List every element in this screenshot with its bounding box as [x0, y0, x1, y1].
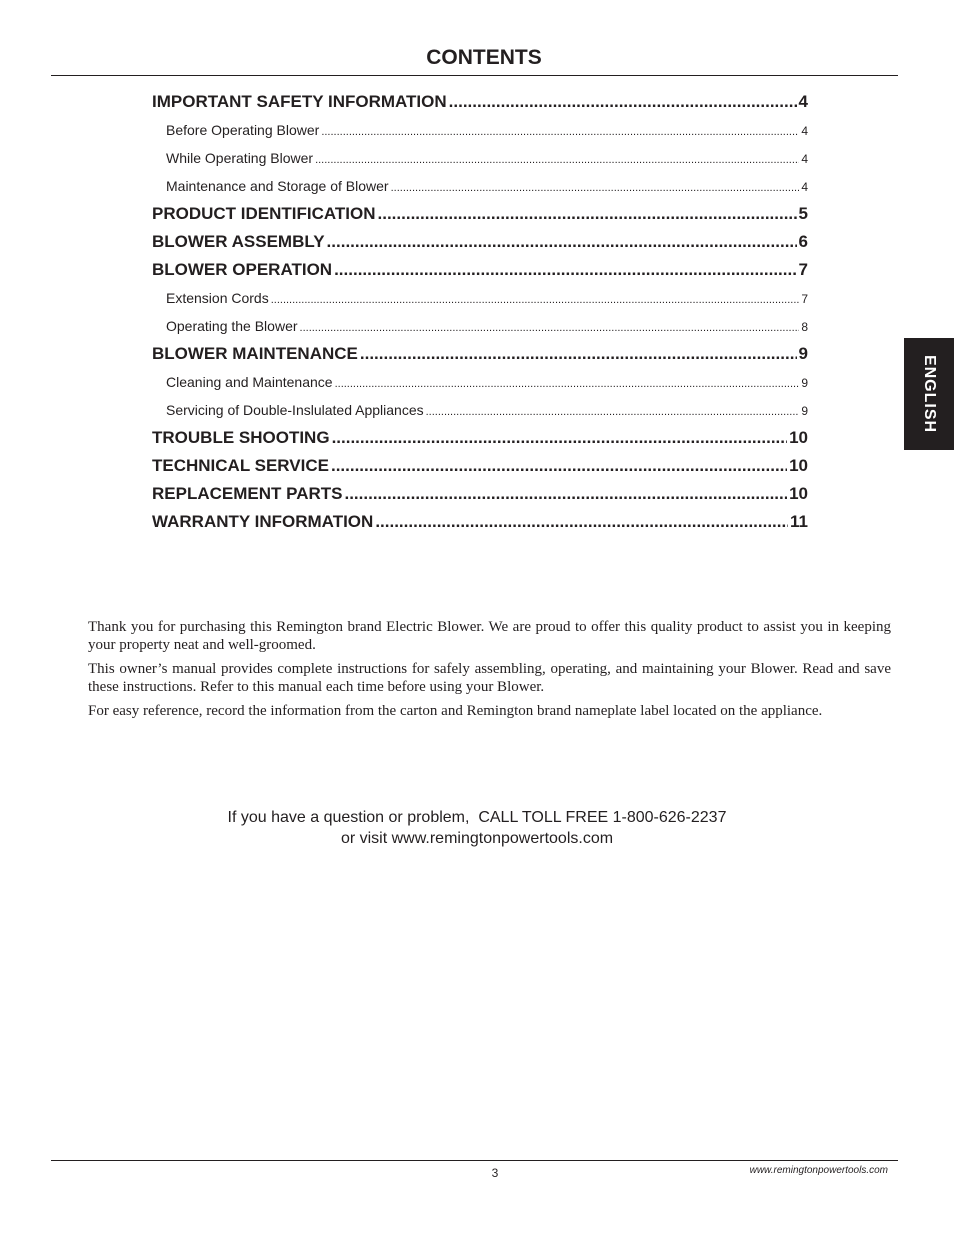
toc-entry-label: REPLACEMENT PARTS — [152, 484, 343, 503]
toc-entry — [152, 396, 808, 424]
toc-entry — [152, 144, 808, 172]
toc-entry-page: 9 — [798, 344, 808, 363]
page-number: 3 — [491, 1166, 499, 1180]
intro-paragraph: Thank you for purchasing this Remington brand Electric Blower. We are proud to offer this quality product to assist you in keeping your property neat and well-groomed. — [88, 619, 891, 653]
toc-entry-page: 6 — [798, 232, 808, 251]
table-of-contents — [152, 88, 808, 536]
toc-entry-page: 4 — [801, 152, 808, 166]
toc-dot-leader — [271, 286, 800, 312]
toc-entry — [152, 200, 808, 228]
toc-dot-leader — [300, 314, 800, 340]
toc-entry-page: 10 — [789, 456, 808, 475]
toc-entry-label: IMPORTANT SAFETY INFORMATION — [152, 92, 447, 111]
toc-entry-label: WARRANTY INFORMATION — [152, 512, 374, 531]
toc-entry-label: Maintenance and Storage of Blower — [166, 178, 389, 194]
toc-entry-label: Operating the Blower — [166, 318, 298, 334]
toc-dot-leader — [331, 452, 787, 480]
toc-dot-leader — [426, 398, 800, 424]
toc-entry-page: 7 — [801, 292, 808, 306]
toc-entry-page: 8 — [801, 320, 808, 334]
toc-entry-label: BLOWER ASSEMBLY — [152, 232, 325, 251]
toc-entry-label: PRODUCT IDENTIFICATION — [152, 204, 376, 223]
toc-entry — [152, 88, 808, 116]
toc-dot-leader — [332, 424, 788, 452]
toc-entry — [152, 172, 808, 200]
toc-entry — [152, 480, 808, 508]
toc-entry-page: 9 — [801, 376, 808, 390]
toc-dot-leader — [335, 370, 800, 396]
toc-dot-leader — [375, 508, 788, 536]
intro-paragraph: This owner’s manual provides complete instructions for safely assembling, operating, and maintaining your Blower. Read and save these instructions. Refer to this manual each time before using your Blower. — [88, 661, 891, 695]
toc-entry-page: 11 — [790, 512, 808, 531]
toc-entry-label: BLOWER OPERATION — [152, 260, 333, 279]
toc-entry-page: 9 — [801, 404, 808, 418]
toc-entry-label: Extension Cords — [166, 290, 269, 306]
toc-entry-label: TROUBLE SHOOTING — [152, 428, 330, 447]
contact-info — [0, 807, 954, 849]
toc-entry-label: BLOWER MAINTENANCE — [152, 344, 358, 363]
toc-entry — [152, 340, 808, 368]
toc-dot-leader — [344, 480, 787, 508]
toc-dot-leader — [327, 228, 797, 256]
language-tab — [904, 338, 954, 450]
toc-entry-page: 4 — [801, 180, 808, 194]
toc-entry — [152, 312, 808, 340]
toc-entry — [152, 424, 808, 452]
header-divider — [51, 75, 898, 76]
contact-line: If you have a question or problem, CALL TOLL FREE 1-800-626-2237 — [227, 809, 727, 826]
toc-dot-leader — [449, 88, 797, 116]
toc-dot-leader — [378, 200, 797, 228]
footer-divider — [51, 1160, 898, 1161]
toc-entry — [152, 228, 808, 256]
toc-entry-label: TECHNICAL SERVICE — [152, 456, 329, 475]
toc-entry-page: 4 — [798, 92, 808, 111]
toc-entry-page: 10 — [789, 484, 808, 503]
toc-dot-leader — [321, 118, 799, 144]
toc-entry-label: Cleaning and Maintenance — [166, 374, 333, 390]
toc-entry-page: 4 — [801, 124, 808, 138]
toc-entry — [152, 256, 808, 284]
toc-dot-leader — [391, 174, 800, 200]
contact-line: or visit www.remingtonpowertools.com — [340, 830, 614, 847]
page-title: CONTENTS — [426, 46, 542, 69]
footer-url: www.remingtonpowertools.com — [749, 1165, 888, 1176]
toc-entry-label: Before Operating Blower — [166, 122, 320, 138]
toc-dot-leader — [334, 256, 796, 284]
language-tab-label: ENGLISH — [921, 354, 938, 434]
toc-dot-leader — [315, 146, 799, 172]
toc-entry-page: 7 — [798, 260, 808, 279]
toc-entry — [152, 368, 808, 396]
toc-entry — [152, 284, 808, 312]
intro-paragraph: For easy reference, record the information from the carton and Remington brand nameplate label located on the appliance. — [88, 703, 823, 719]
toc-entry-page: 10 — [789, 428, 808, 447]
intro-text — [88, 618, 891, 726]
toc-entry-label: While Operating Blower — [166, 150, 314, 166]
toc-entry-page: 5 — [798, 204, 808, 223]
toc-entry — [152, 116, 808, 144]
toc-dot-leader — [360, 340, 797, 368]
toc-entry — [152, 508, 808, 536]
toc-entry — [152, 452, 808, 480]
toc-entry-label: Servicing of Double-Inslulated Appliances — [166, 402, 424, 418]
